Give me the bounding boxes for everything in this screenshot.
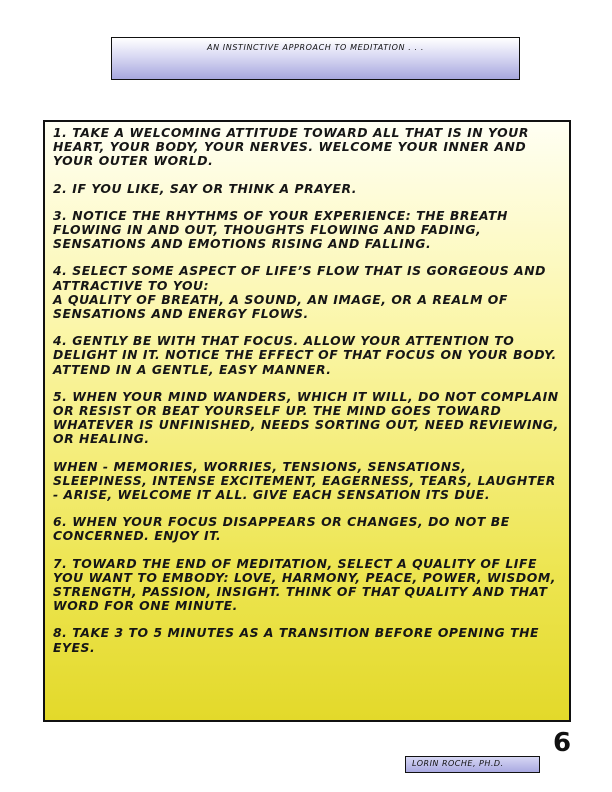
page-number: 6: [553, 728, 572, 758]
paragraph-4: 4. SELECT SOME ASPECT OF LIFE’S FLOW THAT IS GORGEOUS AND ATTRACTIVE TO YOU: A QUALITY OF BREATH, A SOUND, AN IMAGE, OR A REALM OF SENSATIONS AND ENERGY FLOWS.: [53, 263, 546, 322]
paragraph-8: 6. WHEN YOUR FOCUS DISAPPEARS OR CHANGES, DO NOT BE CONCERNED. ENJOY IT.: [53, 514, 510, 544]
paragraph-5: 4. GENTLY BE WITH THAT FOCUS. ALLOW YOUR ATTENTION TO DELIGHT IN IT. NOTICE THE EFFECT OF THAT FOCUS ON YOUR BODY. ATTEND IN A GENTLE, EASY MANNER.: [53, 333, 557, 377]
paragraph-10: 8. TAKE 3 TO 5 MINUTES AS A TRANSITION BEFORE OPENING THE EYES.: [53, 625, 540, 655]
paragraph-9: 7. TOWARD THE END OF MEDITATION, SELECT A QUALITY OF LIFE YOU WANT TO EMBODY: LOVE, HARMONY, PEACE, POWER, WISDOM, STRENGTH, PASSION, INSIGHT. THINK OF THAT QUALITY AND THAT WORD FOR ONE MINUTE.: [53, 555, 556, 614]
paragraph-2: 2. IF YOU LIKE, SAY OR THINK A PRAYER.: [53, 180, 358, 196]
header-box: [111, 37, 520, 80]
paragraph-6: 5. WHEN YOUR MIND WANDERS, WHICH IT WILL, DO NOT COMPLAIN OR RESIST OR BEAT YOURSELF UP. THE MIND GOES TOWARD WHATEVER IS UNFINISHED, NEEDS SORTING OUT, NEED REVIEWING, OR HEALING.: [53, 388, 559, 447]
page-title: AN INSTINCTIVE APPROACH TO MEDITATION . . .: [207, 43, 424, 52]
paragraph-7: WHEN - MEMORIES, WORRIES, TENSIONS, SENSATIONS, SLEEPINESS, INTENSE EXCITEMENT, EAGERNESS, TEARS, LAUGHTER - ARISE, WELCOME IT ALL. GIVE EACH SENSATION ITS DUE.: [53, 458, 556, 503]
author-name: LORIN ROCHE, PH.D.: [412, 759, 504, 768]
paragraph-1: 1. TAKE A WELCOMING ATTITUDE TOWARD ALL THAT IS IN YOUR HEART, YOUR BODY, YOUR NERVES. WELCOME YOUR INNER AND YOUR OUTER WORLD.: [53, 125, 529, 169]
paragraph-3: 3. NOTICE THE RHYTHMS OF YOUR EXPERIENCE: THE BREATH FLOWING IN AND OUT, THOUGHTS FLOWING AND FADING, SENSATIONS AND EMOTIONS RISING AND FALLING.: [53, 207, 508, 252]
instructions-box: [43, 120, 571, 722]
author-box: [405, 756, 540, 773]
